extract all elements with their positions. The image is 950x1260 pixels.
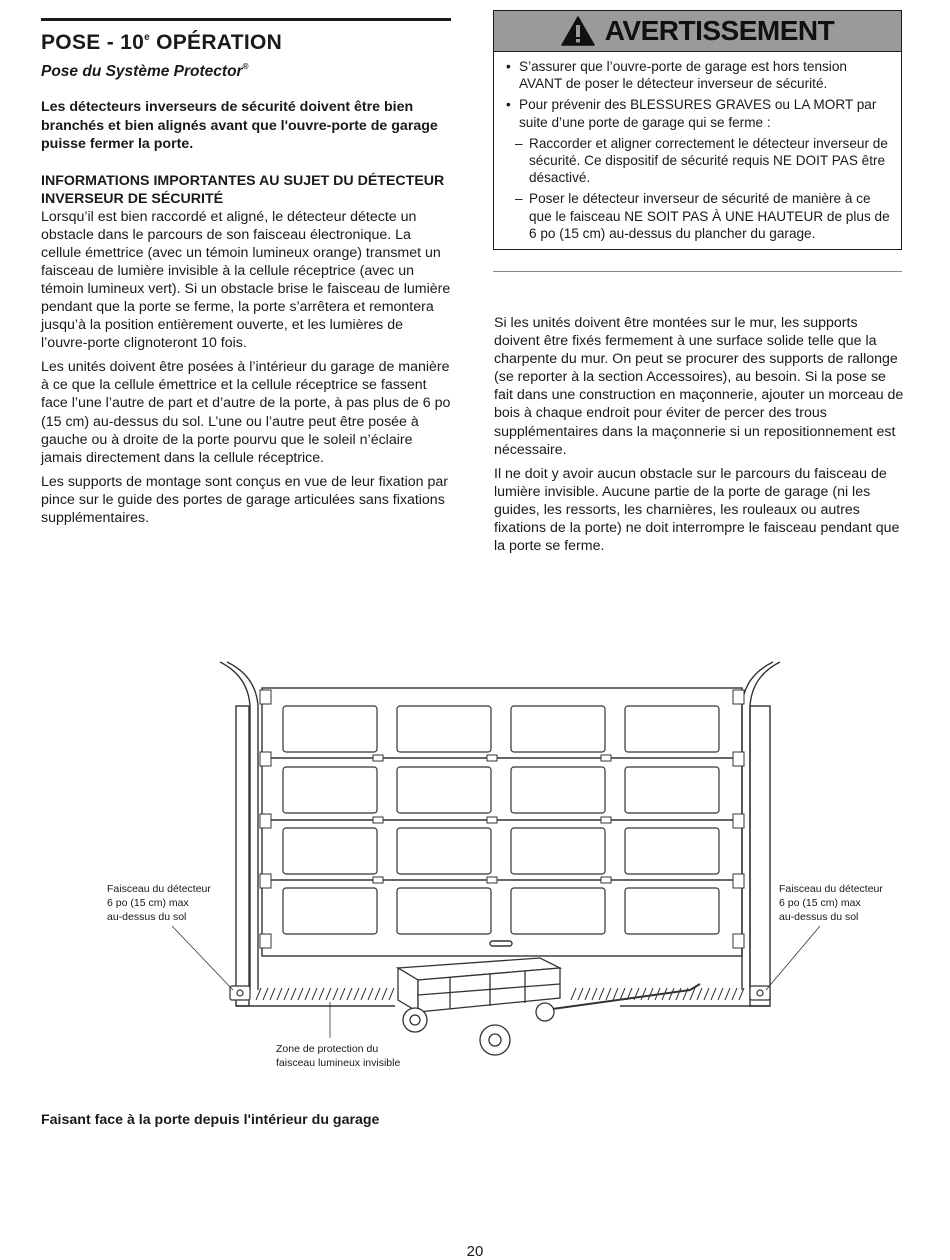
left-column [41,18,451,527]
hatch-mark [375,988,380,1000]
right-door-jamb [750,706,770,1006]
hatch-mark [347,988,352,1000]
hatch-mark [704,988,709,1000]
sensor-label-right [779,882,883,924]
warning-list [494,52,901,242]
hatch-mark [585,988,590,1000]
hatch-mark [697,988,702,1000]
label-line: 6 po (15 cm) max [107,897,189,909]
hatch-mark [361,988,366,1000]
hatch-mark [382,988,387,1000]
hatch-mark [676,988,681,1000]
figure-caption: Faisant face à la porte depuis l'intérieur du garage [41,1112,380,1128]
paragraph: Les supports de montage sont conçus en vue de leur fixation par pince sur le guide des portes de garage articulées sans fixations supplémentaires. [41,473,448,526]
hatch-mark [571,988,576,1000]
hatch-mark [725,988,730,1000]
warning-bullet: • S’assurer que l’ouvre-porte de garage est hors tension AVANT de poser le détecteur inverseur de sécurité. [506,58,891,92]
hatch-mark [291,988,296,1000]
hatch-mark [599,988,604,1000]
hatch-mark [312,988,317,1000]
page-subtitle: Pose du Système Protector® [41,62,249,80]
label-line: Faisceau du détecteur [107,883,211,895]
paragraph: Si les unités doivent être montées sur le mur, les supports doivent être fixés fermement à une surface solide telle que la charpente du mur. On peut se procurer des supports de rallonge (se reporter à la section Accessoires), au besoin. Si la pose se fait dans une construction en maçonnerie, ajouter un morceau de bois à chaque endroit pour éviter de percer des trous supplémentaires dans la maçonnerie si un repositionnement est nécessaire. [494,315,904,458]
hatch-mark [340,988,345,1000]
hatch-mark [270,988,275,1000]
warning-header [494,11,901,52]
label-line: Zone de protection du [276,1043,379,1055]
page-number: 20 [466,1243,484,1260]
label-line: faisceau lumineux invisible [276,1057,401,1069]
hatch-mark [333,988,338,1000]
paragraph: Les unités doivent être posées à l’intérieur du garage de manière à ce que la cellule émettrice et la cellule réceptrice se fassent face l’une l’autre de part et d’autre de la porte, à pas plus de 6 po (15 cm) au-dessus du sol. L’une ou l’autre peut être posée à gauche ou à droite de la porte pourvu que le soleil n’éclaire jamais directement dans la cellule réceptrice. [41,359,451,466]
hatch-mark [284,988,289,1000]
label-line: 6 po (15 cm) max [779,897,861,909]
left-door-track [227,662,258,990]
hatch-mark [669,988,674,1000]
page-title: POSE - 10e OPÉRATION [41,31,283,54]
hatch-mark [298,988,303,1000]
warning-subitem [506,135,891,187]
door-handle [490,941,512,946]
hatch-mark [718,988,723,1000]
warning-subitem-text: Raccorder et aligner correctement le détecteur inverseur de sécurité. Ce dispositif de sécurité requis NE DOIT PAS être désactivé. [529,135,888,186]
warning-title: AVERTISSEMENT [604,15,835,46]
hatch-mark [319,988,324,1000]
hatch-mark [326,988,331,1000]
hatch-mark [592,988,597,1000]
warning-bullet: • Pour prévenir des BLESSURES GRAVES ou LA MORT par suite d’une porte de garage qui se ferme : [506,96,891,130]
left-door-track [220,662,250,990]
warning-box [493,10,902,250]
paragraph: Lorsqu’il est bien raccordé et aligné, le détecteur détecte un obstacle dans le parcours de son faisceau électronique. La cellule émettrice (avec un témoin lumineux orange) transmet un faisceau de lumière invisible à la cellule réceptrice (avec un témoin lumineux vert). Si un obstacle brise le faisceau de lumière pendant que la porte se ferme, la porte s’arrêtera et remontera jusqu’à la position entièrement ouverte, et les lumières de l’ouvre-porte clignoteront 10 fois. [41,208,451,352]
label-line: au-dessus du sol [779,911,859,923]
sensor-label-left [107,882,211,924]
dash-marker: – [515,191,523,207]
garage-door-diagram [95,655,895,1075]
left-door-jamb [236,706,249,1006]
paragraph: Il ne doit y avoir aucun obstacle sur le parcours du faisceau de lumière invisible. Aucune partie de la porte de garage (ni les guides, les ressorts, les charnières, les rouleaux ou autres fixations de la porte) ne doit interrompre le faisceau pendant que la porte se ferme. [494,465,900,555]
section-heading: INFORMATIONS IMPORTANTES AU SUJET DU DÉTECTEUR INVERSEUR DE SÉCURITÉ [41,172,445,207]
label-line: au-dessus du sol [107,911,187,923]
title-rule [41,18,451,21]
beam-zone-label [276,1042,400,1070]
hatch-mark [354,988,359,1000]
leader-line [766,926,820,990]
right-column [494,314,904,555]
hatch-mark [263,988,268,1000]
label-line: Faisceau du détecteur [779,883,883,895]
hatch-mark [641,988,646,1000]
divider [493,271,902,272]
intro-text: Les détecteurs inverseurs de sécurité doivent être bien branchés et bien alignés avant que l'ouvre-porte de garage puisse fermer la porte. [41,99,438,152]
right-door-track [750,662,780,990]
hatch-mark [389,988,394,1000]
warning-triangle-icon [561,16,595,46]
garage-door [262,688,742,956]
hatch-mark [368,988,373,1000]
hatch-mark [578,988,583,1000]
leader-line [172,926,233,990]
hatch-mark [613,988,618,1000]
hatch-mark [277,988,282,1000]
dash-marker: – [515,135,523,151]
right-door-track [742,662,773,990]
hatch-mark [648,988,653,1000]
hatch-mark [732,988,737,1000]
warning-subitem [506,190,891,242]
hatch-mark [305,988,310,1000]
warning-subitem-text: Poser le détecteur inverseur de sécurité de manière à ce que le faisceau NE SOIT PAS À UNE HAUTEUR de plus de 6 po (15 cm) au-dessus du plancher du garage. [529,191,890,241]
hatch-mark [606,988,611,1000]
hatch-mark [711,988,716,1000]
